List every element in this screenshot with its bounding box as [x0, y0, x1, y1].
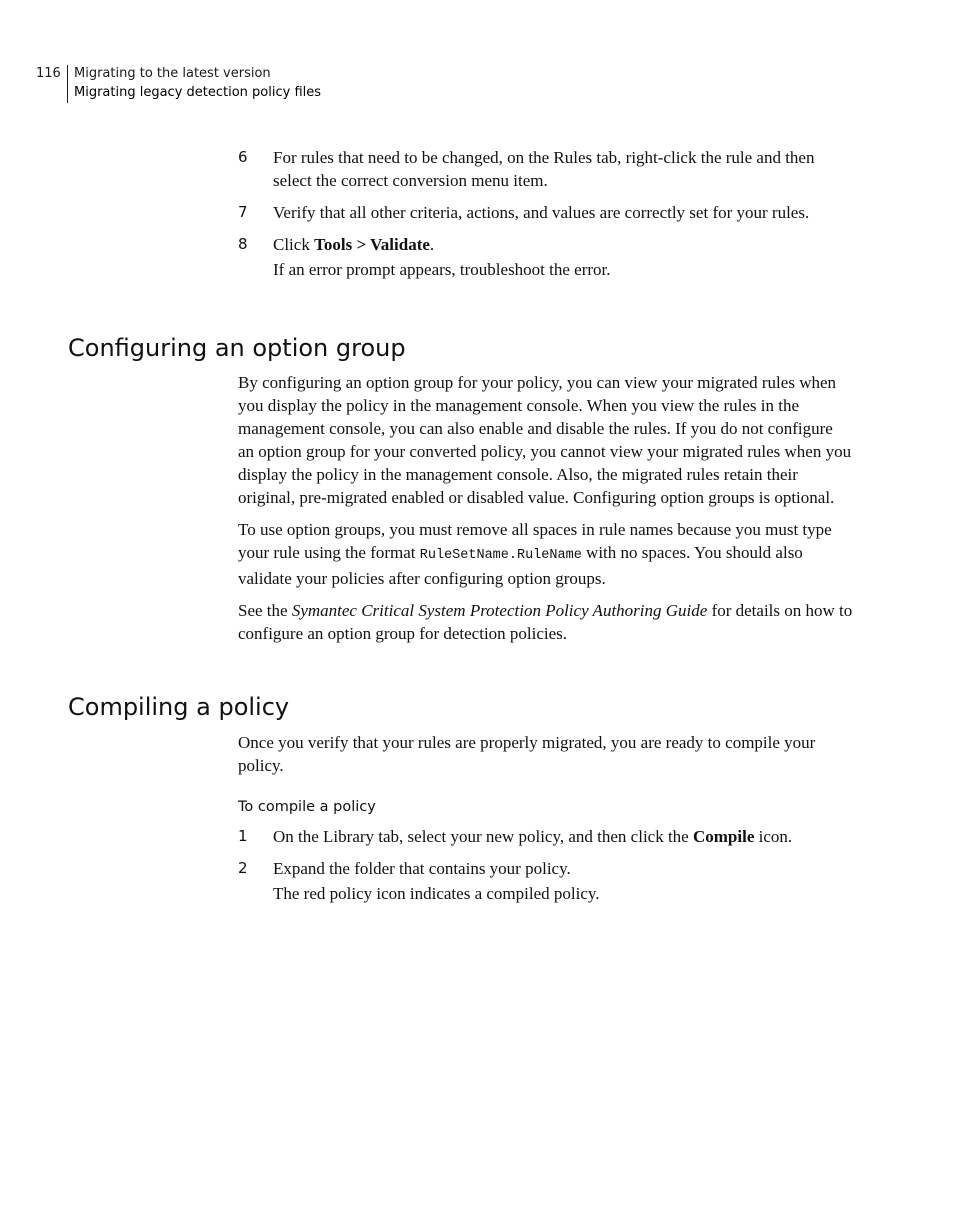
step-list-top: [238, 146, 853, 281]
step-text: For rules that need to be changed, on the Rules tab, right-click the rule and then select the correct conversion menu item.: [273, 148, 815, 190]
compile-para-1: Once you verify that your rules are properly migrated, you are ready to compile your policy.: [238, 733, 816, 775]
step-7: [238, 201, 853, 224]
top-steps-block: [238, 146, 853, 290]
menu-path-tools-validate: Tools > Validate: [314, 235, 430, 254]
procedure-title: To compile a policy: [238, 799, 376, 815]
step-number: 8: [238, 235, 248, 253]
option-group-body: [238, 371, 853, 654]
step-text-pre: Click: [273, 235, 315, 254]
heading-compiling-policy: Compiling a policy: [68, 693, 290, 721]
header-chapter: Migrating to the latest version: [74, 66, 271, 81]
step-8: [238, 233, 853, 281]
step-number: 7: [238, 203, 248, 221]
step-6: [238, 146, 853, 192]
header-divider: [67, 65, 68, 103]
para2-pre: To use option groups, you must remove all spaces in rule names because you must type your rule using the format: [238, 520, 832, 562]
para3-post: for details on how to configure an option group for detection policies.: [238, 601, 853, 643]
step-1: [238, 825, 853, 848]
para2-post: with no spaces. You should also validate your policies after configuring option groups.: [238, 543, 803, 588]
step-result: If an error prompt appears, troubleshoot the error.: [273, 260, 611, 279]
step-text: Verify that all other criteria, actions, and values are correctly set for your rules.: [273, 203, 810, 222]
step-text-post: .: [429, 235, 435, 254]
option-group-para-3: [238, 599, 853, 645]
compile-body: [238, 731, 853, 914]
step-text-pre: On the Library tab, select your new policy, and then click the: [273, 827, 693, 846]
step-number: 1: [238, 827, 248, 845]
para3-pre: See the: [238, 601, 292, 620]
page-number: 116: [36, 66, 61, 81]
step-result: The red policy icon indicates a compiled policy.: [273, 884, 600, 903]
header-section: Migrating legacy detection policy files: [74, 85, 322, 100]
step-list-compile: [238, 825, 853, 905]
step-number: 6: [238, 148, 248, 166]
step-number: 2: [238, 859, 248, 877]
step-text: Expand the folder that contains your policy.: [273, 859, 571, 878]
option-group-para-2: [238, 518, 853, 590]
code-rule-format: RuleSetName.RuleName: [419, 548, 582, 563]
heading-configuring-option-group: Configuring an option group: [68, 334, 406, 362]
step-2: [238, 857, 853, 905]
step-text-post: icon.: [754, 827, 793, 846]
guide-title: Symantec Critical System Protection Policy Authoring Guide: [291, 601, 708, 620]
option-group-para-1: By configuring an option group for your policy, you can view your migrated rules when you display the policy in the management console. When you view the rules in the management console, you can also enable and disable the rules. If you do not configure an option group for your converted policy, you cannot view your migrated rules when you display the policy in the management console. Also, the migrated rules retain their original, pre-migrated enabled or disabled value. Configuring option groups is optional.: [238, 373, 852, 507]
compile-icon-label: Compile: [692, 827, 755, 846]
